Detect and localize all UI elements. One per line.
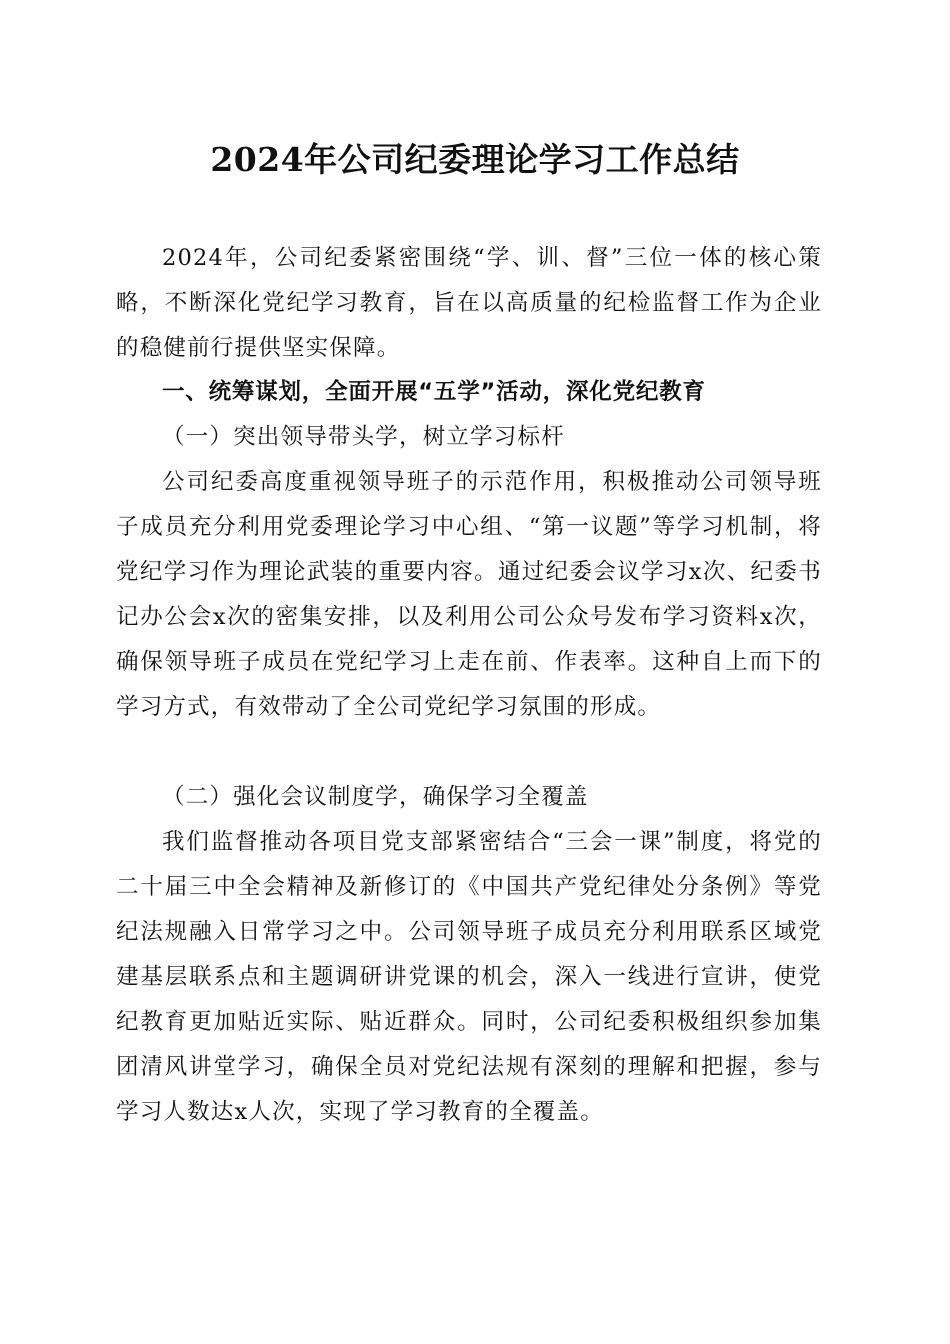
subsection-heading-2: （二）强化会议制度学，确保学习全覆盖: [162, 784, 589, 810]
section-heading-1: 一、统筹谋划，全面开展“五学”活动，深化党纪教育: [162, 379, 706, 405]
document-title: 2024年公司纪委理论学习工作总结: [210, 140, 740, 179]
subsection-1-paragraph: 公司纪委高度重视领导班子的示范作用，积极推动公司领导班子成员充分利用党委理论学习中心组、“第一议题”等学习机制，将党纪学习作为理论武装的重要内容。通过纪委会议学习x次、纪委书记办公会x次的密集安排，以及利用公司公众号发布学习资料x次，确保领导班子成员在党纪学习上走在前、作表率。这种自上而下的学习方式，有效带动了全公司党纪学习氛围的形成。: [116, 469, 822, 720]
subsection-2-paragraph: 我们监督推动各项目党支部紧密结合“三会一课”制度，将党的二十届三中全会精神及新修订的《中国共产党纪律处分条例》等党纪法规融入日常学习之中。公司领导班子成员充分利用联系区域党建基层联系点和主题调研讲党课的机会，深入一线进行宣讲，使党纪教育更加贴近实际、贴近群众。同时，公司纪委积极组织参加集团清风讲堂学习，确保全员对党纪法规有深刻的理解和把握，参与学习人数达x人次，实现了学习教育的全覆盖。: [116, 829, 822, 1125]
subsection-heading-1: （一）突出领导带头学，树立学习标杆: [162, 424, 565, 450]
intro-paragraph: 2024年，公司纪委紧密围绕“学、训、督”三位一体的核心策略，不断深化党纪学习教育，旨在以高质量的纪检监督工作为企业的稳健前行提供坚实保障。: [116, 245, 822, 361]
